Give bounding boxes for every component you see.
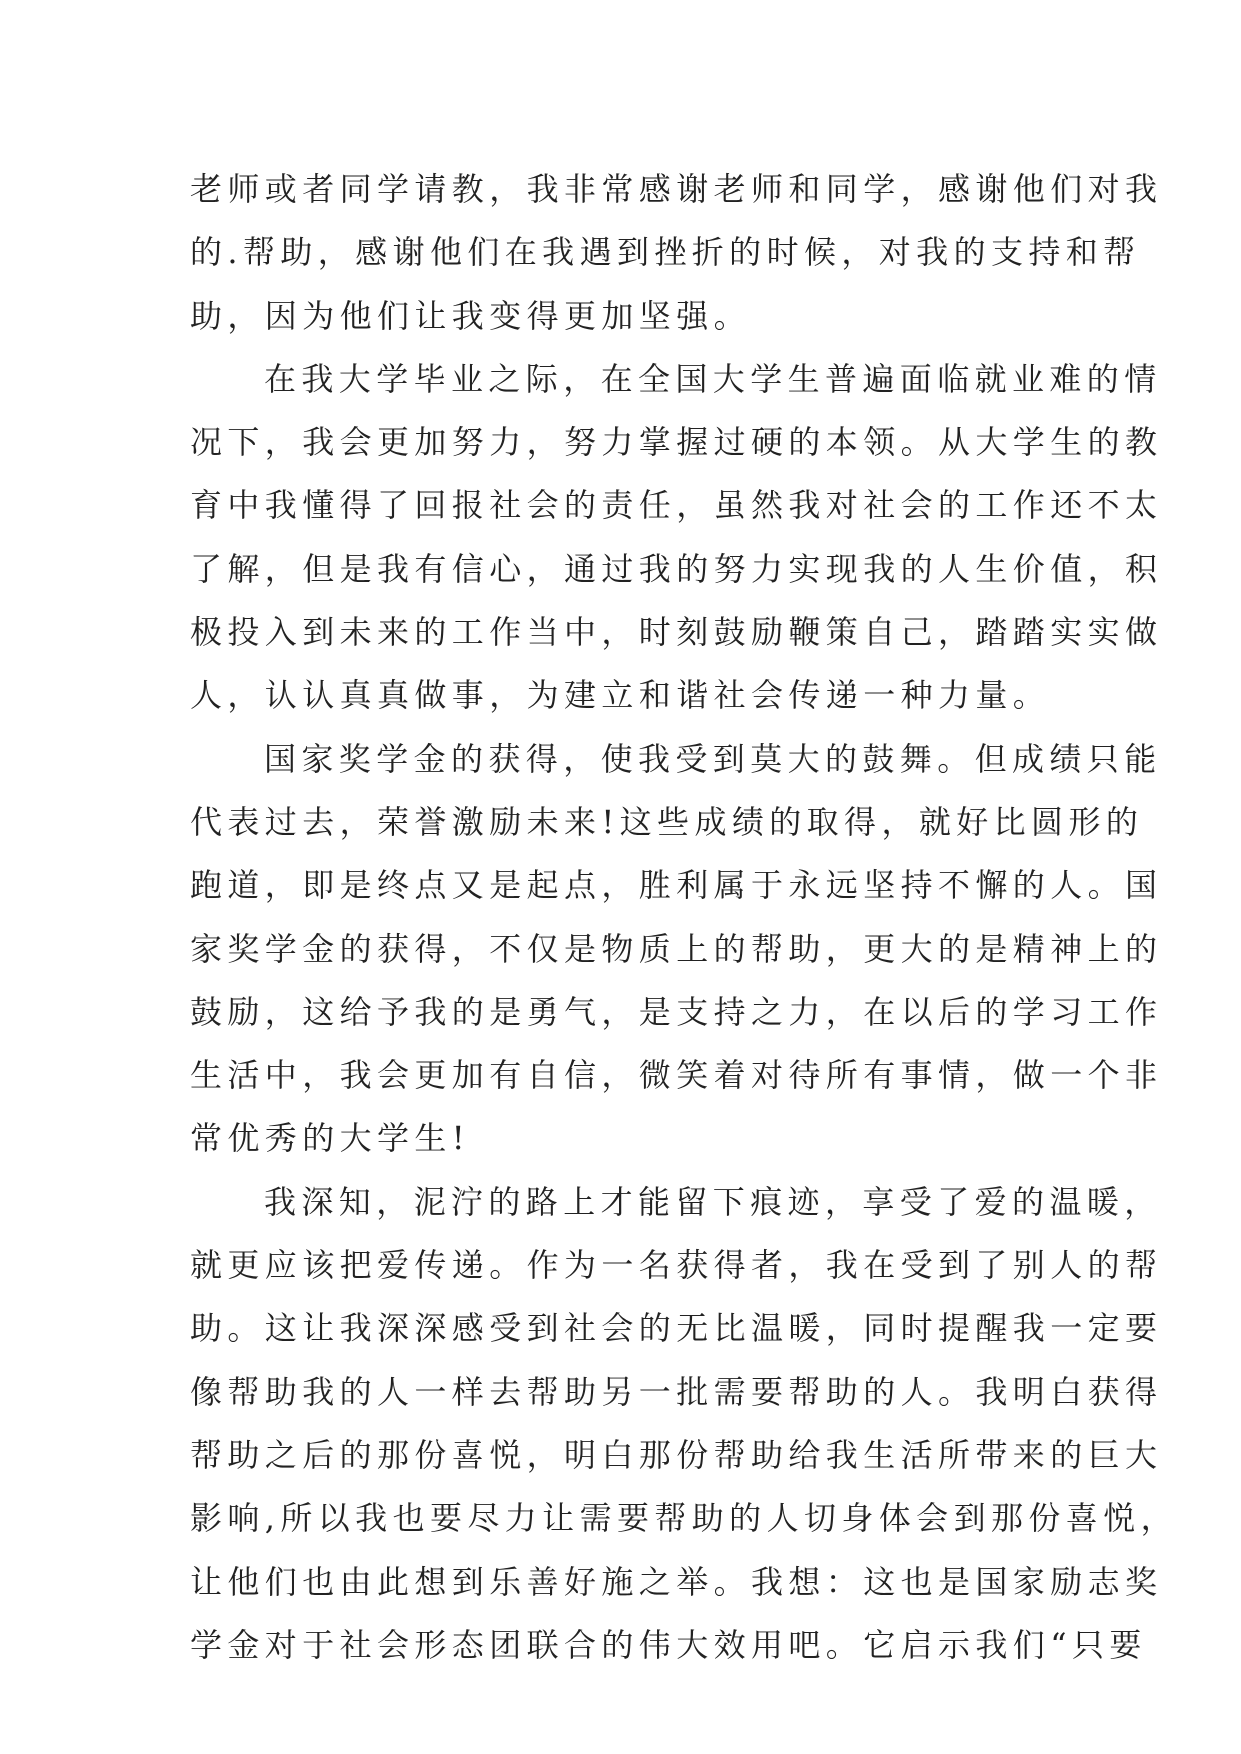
paragraph-first-line: 国家奖学金的获得，使我受到莫大的鼓舞。但成绩只能 [264,739,1162,778]
text-line: 生活中，我会更加有自信，微笑着对待所有事情，做一个非 [190,1056,1163,1095]
text-line: 家奖学金的获得，不仅是物质上的帮助，更大的是精神上的 [190,929,1163,968]
text-line: 老师或者同学请教，我非常感谢老师和同学，感谢他们对我 [190,170,1163,208]
text-line: 代表过去，荣誉激励未来!这些成绩的取得，就好比圆形的 [190,802,1144,841]
text-line: 就更应该把爱传递。作为一名获得者，我在受到了别人的帮 [190,1246,1163,1285]
text-line: 学金对于社会形态团联合的伟大效用吧。它启示我们“只要 [190,1625,1147,1664]
text-line: 况下，我会更加努力，努力掌握过硬的本领。从大学生的教 [190,423,1163,462]
text-line: 常优秀的大学生! [190,1119,471,1158]
text-line: 了解，但是我有信心，通过我的努力实现我的人生价值，积 [190,549,1163,588]
text-line: 让他们也由此想到乐善好施之举。我想：这也是国家励志奖 [190,1562,1163,1601]
text-line: 帮助之后的那份喜悦，明白那份帮助给我生活所带来的巨大 [190,1435,1163,1474]
text-line: 跑道，即是终点又是起点，胜利属于永远坚持不懈的人。国 [190,866,1163,905]
paragraph-first-line: 在我大学毕业之际，在全国大学生普遍面临就业难的情 [264,359,1162,398]
text-line: 助。这让我深深感受到社会的无比温暖，同时提醒我一定要 [190,1309,1163,1348]
text-line: 影响,所以我也要尽力让需要帮助的人切身体会到那份喜悦， [190,1499,1178,1538]
paragraph-first-line: 我深知，泥泞的路上才能留下痕迹，享受了爱的温暖， [264,1182,1162,1221]
text-line: 的.帮助，感谢他们在我遇到挫折的时候，对我的支持和帮 [190,233,1141,272]
text-line: 助，因为他们让我变得更加坚强。 [190,296,752,335]
document-body [190,158,1178,1677]
text-line: 极投入到未来的工作当中，时刻鼓励鞭策自己，踏踏实实做 [190,613,1163,652]
text-line: 像帮助我的人一样去帮助另一批需要帮助的人。我明白获得 [190,1372,1163,1411]
text-line: 人，认认真真做事，为建立和谐社会传递一种力量。 [190,676,1051,715]
text-line: 鼓励，这给予我的是勇气，是支持之力，在以后的学习工作 [190,992,1163,1031]
text-line: 育中我懂得了回报社会的责任，虽然我对社会的工作还不太 [190,486,1163,525]
